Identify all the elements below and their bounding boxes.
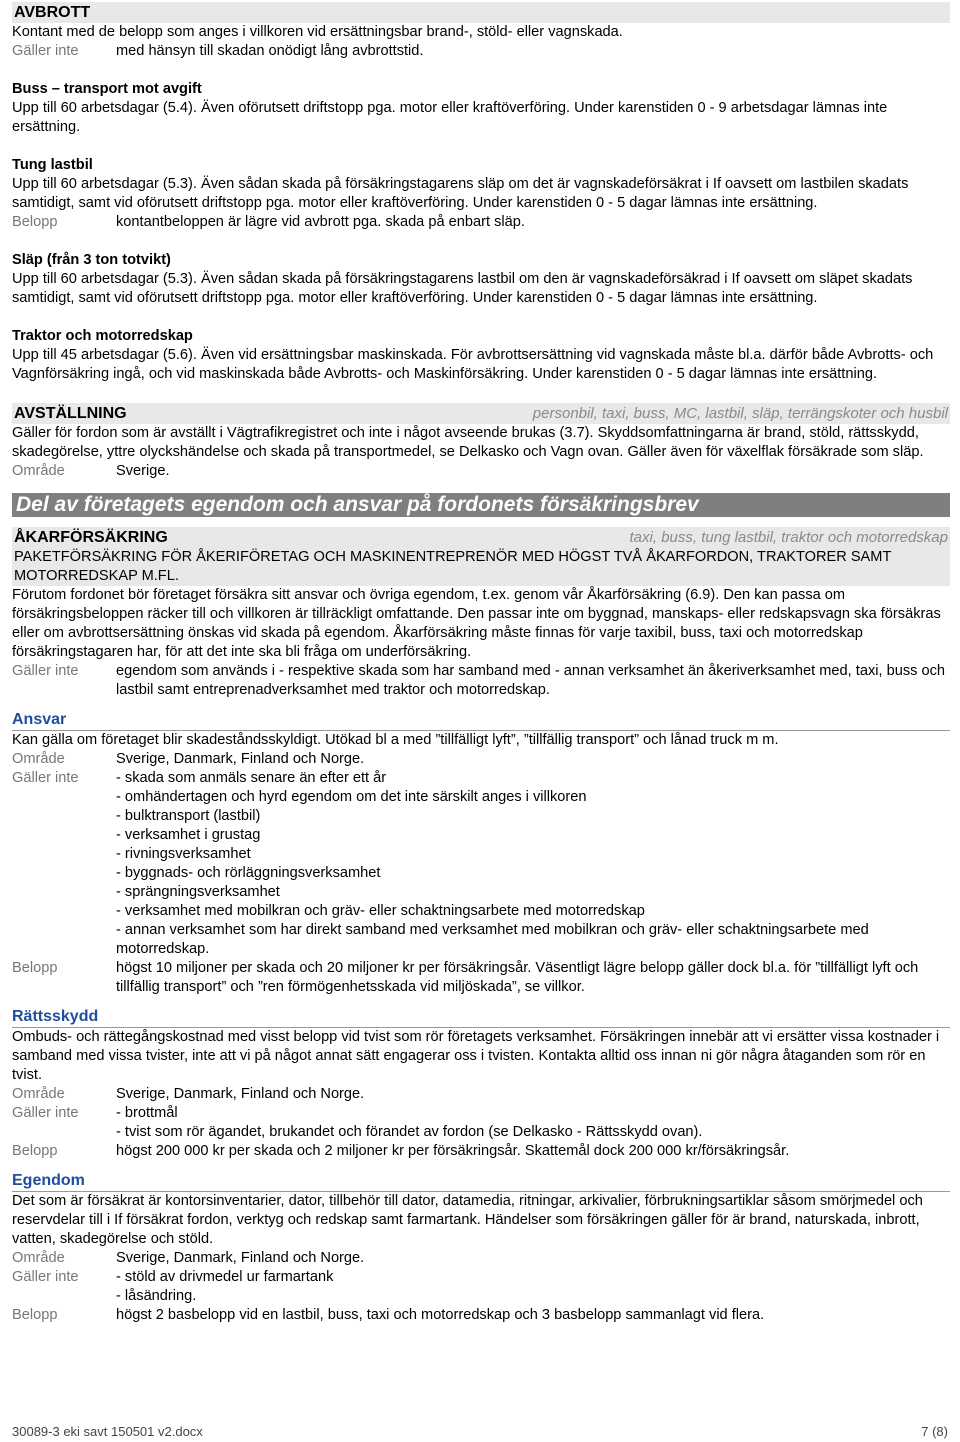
avstallning-omrade-row bbox=[12, 462, 950, 481]
page-footer bbox=[12, 1424, 948, 1439]
avstallning-heading: AVSTÄLLNING personbil, taxi, buss, MC, lastbil, släp, terrängskoter och husbil bbox=[14, 405, 948, 422]
omrade-text: Sverige, Danmark, Finland och Norge. bbox=[116, 751, 365, 767]
list-item: - omhändertagen och hyrd egendom om det inte särskilt anges i villkoren bbox=[116, 789, 587, 805]
galler-inte-label: Gäller inte bbox=[12, 1269, 79, 1285]
ansvar-text: Kan gälla om företaget blir skadeståndsskyldigt. Utökad bl a med ”tillfälligt lyft”, ”tillfällig transport” och lånad truck m m. bbox=[12, 732, 779, 748]
egendom-galler-inte-row bbox=[12, 1268, 950, 1306]
galler-inte-list bbox=[116, 1268, 950, 1306]
omrade-text: Sverige. bbox=[116, 463, 170, 479]
rattsskydd-heading: Rättsskydd bbox=[12, 1007, 950, 1028]
list-item: - sprängningsverksamhet bbox=[116, 884, 280, 900]
omrade-label: Område bbox=[12, 1250, 65, 1266]
omrade-label: Område bbox=[12, 1086, 65, 1102]
list-item: - byggnads- och rörläggningsverksamhet bbox=[116, 865, 381, 881]
belopp-text: högst 2 basbelopp vid en lastbil, buss, taxi och motorredskap och 3 basbelopp sammanlagt vid flera. bbox=[116, 1307, 765, 1323]
avbrott-line1: Kontant med de belopp som anges i villkoren vid ersättningsbar brand-, stöld- eller vagnskada. bbox=[12, 24, 623, 40]
list-item: - bulktransport (lastbil) bbox=[116, 808, 261, 824]
akar-note: taxi, buss, tung lastbil, traktor och motorredskap bbox=[629, 529, 948, 546]
galler-inte-label: Gäller inte bbox=[12, 770, 79, 786]
tung-lastbil-title: Tung lastbil bbox=[12, 157, 93, 173]
ansvar-heading: Ansvar bbox=[12, 710, 950, 731]
list-item: - tvist som rör ägandet, brukandet och förandet av fordon (se Delkasko - Rättsskydd ovan). bbox=[116, 1124, 703, 1140]
akar-text: Förutom fordonet bör företaget försäkra sitt ansvar och övriga egendom, t.ex. genom vår Åkarförsäkring (6.9). Den kan passa om försäkringsbeloppen räcker till och villkoren är tillräckligt omfattande. Den passar inte om byggnad, manskaps- eller redskapsvagn ska försäkras eller om avbrottsersättning önskas vid skada på egendom. Åkarförsäkring måste finnas för varje taxibil, buss, taxi och motorredskap försäkringstagaren har, för att det inte ska bli fråga om underförsäkring. bbox=[12, 587, 941, 660]
slap-text: Upp till 60 arbetsdagar (5.3). Även sådan skada på försäkringstagarens lastbil om den är vagnskadeförsäkrad i If oavsett om släpet skadats samtidigt, samt vid oförutsett driftstopp pga. motor eller kraftöverföring. Under karenstiden 0 - 5 dagar lämnas inte ersättning. bbox=[12, 271, 913, 306]
belopp-label: Belopp bbox=[12, 1307, 58, 1323]
galler-inte-label: Gäller inte bbox=[12, 43, 79, 59]
galler-inte-list bbox=[116, 1104, 950, 1142]
avbrott-heading: AVBROTT bbox=[12, 2, 950, 23]
omrade-text: Sverige, Danmark, Finland och Norge. bbox=[116, 1250, 365, 1266]
tung-belopp-row bbox=[12, 213, 950, 232]
page-number: 7 (8) bbox=[921, 1424, 948, 1439]
traktor-text: Upp till 45 arbetsdagar (5.6). Även vid ersättningsbar maskinskada. För avbrottsersättning vid vagnskada måste bl.a. därför både Avbrotts- och Vagnförsäkring ingå, och vid maskinskada både Avbrotts- och Maskinförsäkring. Under karenstiden 0 - 5 dagar lämnas inte ersättning. bbox=[12, 347, 934, 382]
akar-box bbox=[12, 527, 950, 586]
list-item: - verksamhet i grustag bbox=[116, 827, 261, 843]
galler-inte-list bbox=[116, 769, 950, 959]
belopp-text: kontantbeloppen är lägre vid avbrott pga. skada på enbart släp. bbox=[116, 214, 525, 230]
egendom-omrade-row bbox=[12, 1249, 950, 1268]
belopp-label: Belopp bbox=[12, 214, 58, 230]
belopp-label: Belopp bbox=[12, 960, 58, 976]
belopp-label: Belopp bbox=[12, 1143, 58, 1159]
omrade-label: Område bbox=[12, 751, 65, 767]
document-filename: 30089-3 eki savt 150501 v2.docx bbox=[12, 1424, 203, 1439]
buss-title: Buss – transport mot avgift bbox=[12, 81, 202, 97]
ansvar-galler-inte-row bbox=[12, 769, 950, 959]
rattsskydd-belopp-row bbox=[12, 1142, 950, 1161]
belopp-text: högst 10 miljoner per skada och 20 miljoner kr per försäkringsår. Väsentligt lägre belopp gäller dock bl.a. för ”tillfälligt lyft och tillfällig transport” och ”ren förmögenhetsskada vid miljöskada”, se villkor. bbox=[116, 960, 919, 995]
avstallning-note: personbil, taxi, buss, MC, lastbil, släp, terrängskoter och husbil bbox=[532, 405, 948, 422]
rattsskydd-galler-inte-row bbox=[12, 1104, 950, 1142]
omrade-text: Sverige, Danmark, Finland och Norge. bbox=[116, 1086, 365, 1102]
list-item: - verksamhet med mobilkran och gräv- eller schaktningsarbete med motorredskap bbox=[116, 903, 645, 919]
avstallning-text: Gäller för fordon som är avställt i Vägtrafikregistret och inte i något avseende brukas (3.7). Skyddsomfattningarna är brand, stöld, rättsskydd, skadegörelse, yttre olyckshändelse och skada på transportmedel, se Delkasko och Vagn ovan. Gäller även för växelflak försäkrade som släp. bbox=[12, 425, 924, 460]
avbrott-galler-inte-row bbox=[12, 42, 950, 61]
list-item: - stöld av drivmedel ur farmartank bbox=[116, 1269, 334, 1285]
egendom-belopp-row bbox=[12, 1306, 950, 1325]
egendom-heading: Egendom bbox=[12, 1171, 950, 1192]
akar-heading: ÅKARFÖRSÄKRING taxi, buss, tung lastbil, traktor och motorredskap bbox=[14, 529, 948, 546]
document-page bbox=[12, 2, 950, 1325]
list-item: - brottmål bbox=[116, 1105, 178, 1121]
ansvar-belopp-row bbox=[12, 959, 950, 997]
list-item: - annan verksamhet som har direkt samband med verksamhet med mobilkran och gräv- eller schaktningsarbete med motorredskap. bbox=[116, 922, 869, 957]
section-title: Del av företagets egendom och ansvar på fordonets försäkringsbrev bbox=[12, 493, 950, 517]
list-item: - låsändring. bbox=[116, 1288, 197, 1304]
traktor-title: Traktor och motorredskap bbox=[12, 328, 193, 344]
egendom-text: Det som är försäkrat är kontorsinventarier, dator, tillbehör till dator, datamedia, ritningar, arkivalier, förbrukningsartiklar såsom smörjmedel och reservdelar till i If försäkrat fordon, verktyg och redskap samt farmartank. Händelser som försäkringen gäller för är brand, naturskada, inbrott, vatten, skadegörelse och stöld. bbox=[12, 1193, 923, 1247]
ansvar-omrade-row bbox=[12, 750, 950, 769]
rattsskydd-text: Ombuds- och rättegångskostnad med visst belopp vid tvist som rör företagets verksamhet. Försäkringen innebär att vi ersätter vissa kostnader i samband med vissa tvister, inte att vi på något annat sätt engagerar oss i tvisten. Kontakta alltid oss innan ni gör några åtaganden som rör en tvist. bbox=[12, 1029, 940, 1083]
rattsskydd-omrade-row bbox=[12, 1085, 950, 1104]
buss-text: Upp till 60 arbetsdagar (5.4). Även oförutsett driftstopp pga. motor eller kraftöverföring. Under karenstiden 0 - 9 arbetsdagar lämnas inte ersättning. bbox=[12, 100, 888, 135]
galler-inte-label: Gäller inte bbox=[12, 1105, 79, 1121]
belopp-text: högst 200 000 kr per skada och 2 miljoner kr per försäkringsår. Skattemål dock 200 000 kr/försäkringsår. bbox=[116, 1143, 790, 1159]
list-item: - rivningsverksamhet bbox=[116, 846, 251, 862]
galler-inte-text: egendom som används i - respektive skada som har samband med - annan verksamhet än åkeriverksamhet med, taxi, buss och lastbil samt entreprenadverksamhet med traktor och motorredskap. bbox=[116, 663, 946, 698]
galler-inte-text: med hänsyn till skadan onödigt lång avbrottstid. bbox=[116, 43, 424, 59]
list-item: - skada som anmäls senare än efter ett år bbox=[116, 770, 387, 786]
galler-inte-label: Gäller inte bbox=[12, 663, 79, 679]
slap-title: Släp (från 3 ton totvikt) bbox=[12, 252, 171, 268]
akar-caps: PAKETFÖRSÄKRING FÖR ÅKERIFÖRETAG OCH MASKINENTREPRENÖR MED HÖGST TVÅ ÅKARFORDON, TRAKTORER SAMT MOTORREDSKAP M.FL. bbox=[14, 549, 892, 584]
akar-galler-inte-row bbox=[12, 662, 950, 700]
omrade-label: Område bbox=[12, 463, 65, 479]
tung-lastbil-text: Upp till 60 arbetsdagar (5.3). Även sådan skada på försäkringstagarens släp om det är vagnskadeförsäkrat i If oavsett om lastbilen skadats samtidigt, samt vid oförutsett driftstopp pga. motor eller kraftöverföring. Under karenstiden 0 - 5 dagar lämnas inte ersättning. bbox=[12, 176, 909, 211]
